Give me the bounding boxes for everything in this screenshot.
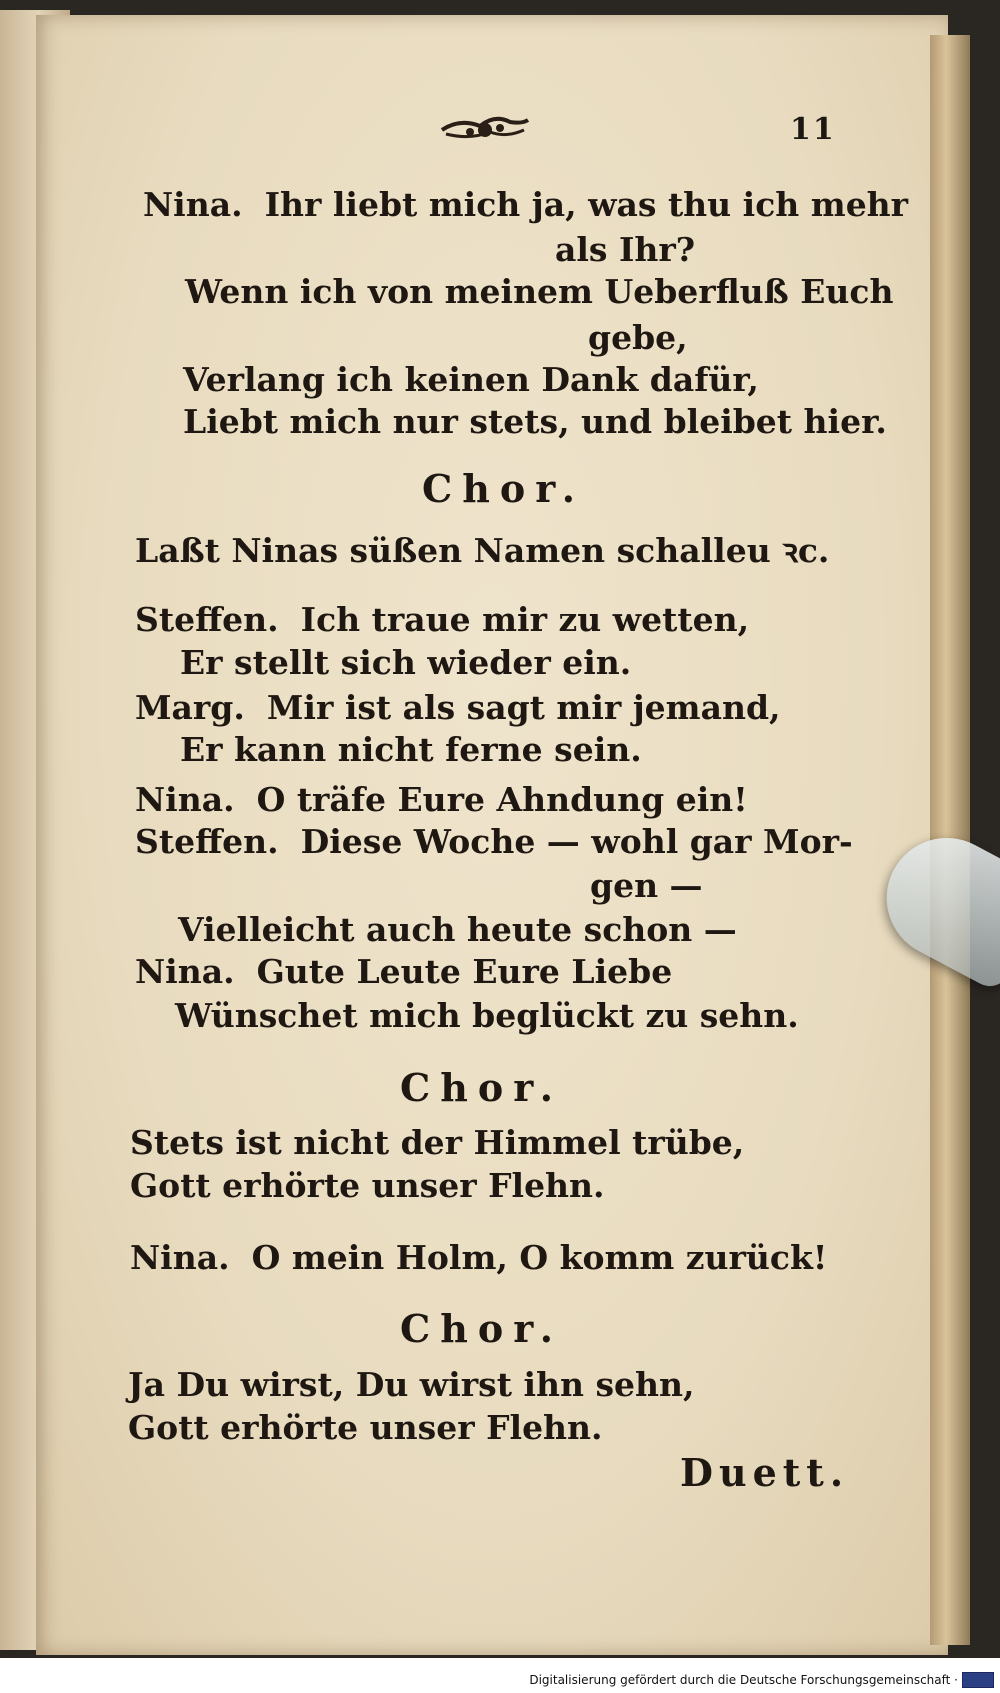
speaker-name: Marg. xyxy=(135,688,245,727)
page-number: 11 xyxy=(790,112,836,147)
text-line: Gott erhörte unser Flehn. xyxy=(130,1166,605,1205)
text-line xyxy=(135,600,749,639)
text-line: als Ihr? xyxy=(555,230,696,269)
line-text: Ich traue mir zu wetten, xyxy=(300,600,750,639)
speaker-name: Steffen. xyxy=(135,600,279,639)
text-line: Gott erhörte unser Flehn. xyxy=(128,1408,603,1447)
speaker-name: Steffen. xyxy=(135,822,279,861)
text-line: Vielleicht auch heute schon — xyxy=(178,910,737,949)
text-line xyxy=(135,780,748,819)
text-line: gen — xyxy=(590,866,703,905)
chorus-heading: Chor. xyxy=(422,466,585,511)
text-line: Wünschet mich beglückt zu sehn. xyxy=(175,996,799,1035)
chorus-heading: Chor. xyxy=(400,1065,563,1110)
text-line: Verlang ich keinen Dank dafür, xyxy=(183,360,759,399)
text-line xyxy=(135,952,672,991)
text-line: Laßt Ninas süßen Namen schalleu ꝛc. xyxy=(135,531,830,570)
text-line: Er stellt sich wieder ein. xyxy=(180,643,632,682)
text-line xyxy=(130,1238,827,1277)
chorus-heading: Chor. xyxy=(400,1306,563,1351)
speaker-name: Nina. xyxy=(135,780,235,819)
text-line: Ja Du wirst, Du wirst ihn sehn, xyxy=(128,1365,695,1404)
footer-credit: Digitalisierung gefördert durch die Deutsche Forschungsgemeinschaft · xyxy=(529,1673,958,1687)
text-line xyxy=(135,688,781,727)
speaker-name: Nina. xyxy=(130,1238,230,1277)
speaker-name: Nina. xyxy=(143,185,243,224)
line-text: O träfe Eure Ahndung ein! xyxy=(256,780,748,819)
line-text: Ihr liebt mich ja, was thu ich mehr xyxy=(264,185,909,224)
line-text: O mein Holm, O komm zurück! xyxy=(251,1238,828,1277)
text-line: Stets ist nicht der Himmel trübe, xyxy=(130,1123,745,1162)
dfg-logo xyxy=(962,1672,994,1688)
text-line: Er kann nicht ferne sein. xyxy=(180,730,642,769)
text-line: gebe, xyxy=(588,318,688,357)
line-text: Diese Woche — wohl gar Mor- xyxy=(300,822,853,861)
line-text: Gute Leute Eure Liebe xyxy=(256,952,673,991)
text-line xyxy=(135,822,853,861)
line-text: Mir ist als sagt mir jemand, xyxy=(266,688,781,727)
text-line: Wenn ich von meinem Ueberfluß Euch xyxy=(185,272,894,311)
text-line: Liebt mich nur stets, und bleibet hier. xyxy=(183,402,887,441)
footer-text: Digitalisierung gefördert durch die Deutsche Forschungsgemeinschaft xyxy=(529,1673,951,1687)
text-line xyxy=(143,185,908,224)
speaker-name: Nina. xyxy=(135,952,235,991)
duet-heading: Duett. xyxy=(680,1450,850,1495)
floral-ornament-icon xyxy=(440,110,530,150)
